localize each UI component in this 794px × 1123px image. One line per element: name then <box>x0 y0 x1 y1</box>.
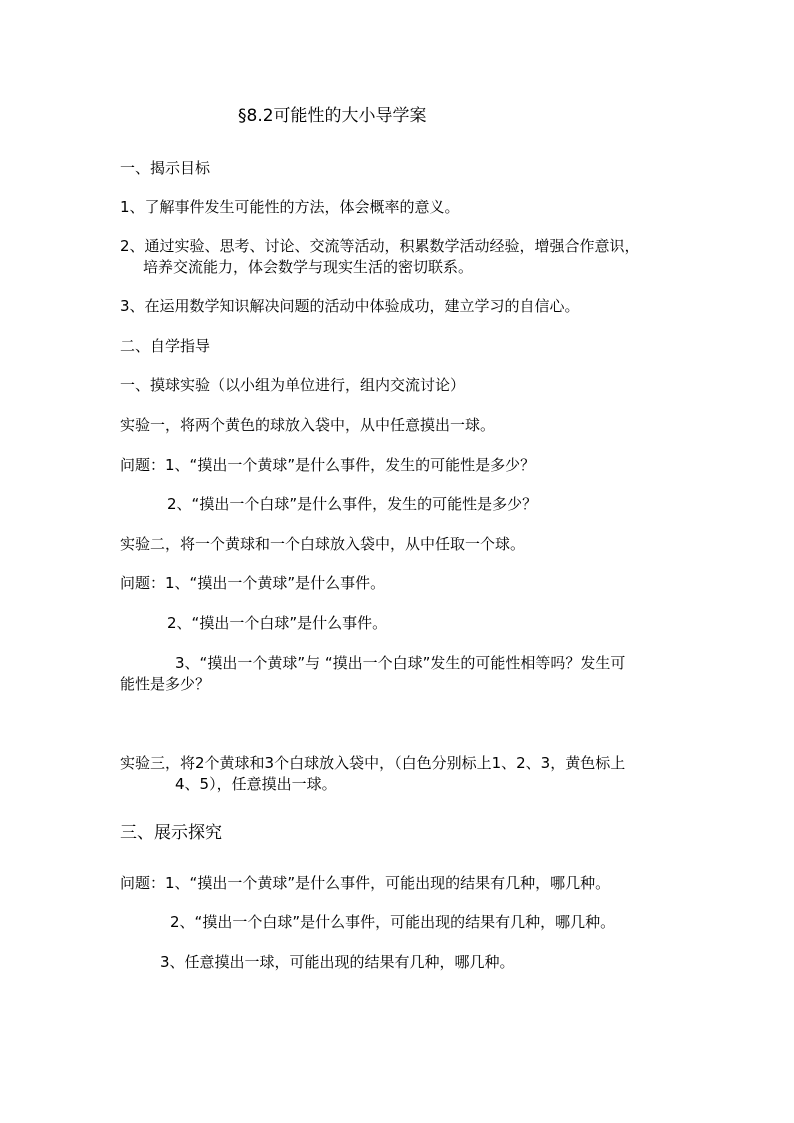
experiment-2-question-2: 2、“摸出一个白球”是什么事件。 <box>167 614 388 632</box>
experiment-3-line-2: 4、5），任意摸出一球。 <box>175 775 337 793</box>
experiment-2: 实验二，将一个黄球和一个白球放入袋中，从中任取一个球。 <box>120 535 526 553</box>
explore-heading: 三、展示探究 <box>120 823 222 843</box>
goals-heading: 一、揭示目标 <box>120 159 211 177</box>
experiment-1: 实验一，将两个黄色的球放入袋中，从中任意摸出一球。 <box>120 416 496 434</box>
experiment-1-question-2: 2、“摸出一个白球”是什么事件，发生的可能性是多少？ <box>167 495 538 513</box>
experiment-3-line-1: 实验三，将2个黄球和3个白球放入袋中，（白色分别标上1、2、3，黄色标上 <box>120 754 626 772</box>
page-title: §8.2可能性的大小导学案 <box>238 106 427 126</box>
goal-3: 3、在运用数学知识解决问题的活动中体验成功，建立学习的自信心。 <box>120 297 580 315</box>
experiment-3-question-3: 3、任意摸出一球，可能出现的结果有几种，哪几种。 <box>160 953 515 971</box>
experiment-heading: 一、摸球实验（以小组为单位进行，组内交流讨论） <box>120 376 466 394</box>
experiment-3-question-2: 2、“摸出一个白球”是什么事件，可能出现的结果有几种，哪几种。 <box>170 913 616 931</box>
experiment-2-question-3-line-1: 3、“摸出一个黄球”与 “摸出一个白球”发生的可能性相等吗？发生可 <box>175 654 626 672</box>
experiment-2-question-1: 问题：1、“摸出一个黄球”是什么事件。 <box>120 574 386 592</box>
experiment-3-question-1: 问题：1、“摸出一个黄球”是什么事件，可能出现的结果有几种，哪几种。 <box>120 874 611 892</box>
goal-2-line-2: 培养交流能力，体会数学与现实生活的密切联系。 <box>143 258 474 276</box>
selfstudy-heading: 二、自学指导 <box>120 337 211 355</box>
goal-2-line-1: 2、通过实验、思考、讨论、交流等活动，积累数学活动经验，增强合作意识， <box>120 237 640 255</box>
experiment-2-question-3-line-2: 能性是多少？ <box>120 675 211 693</box>
experiment-1-question-1: 问题：1、“摸出一个黄球”是什么事件，发生的可能性是多少？ <box>120 456 536 474</box>
goal-1: 1、了解事件发生可能性的方法，体会概率的意义。 <box>120 198 460 216</box>
